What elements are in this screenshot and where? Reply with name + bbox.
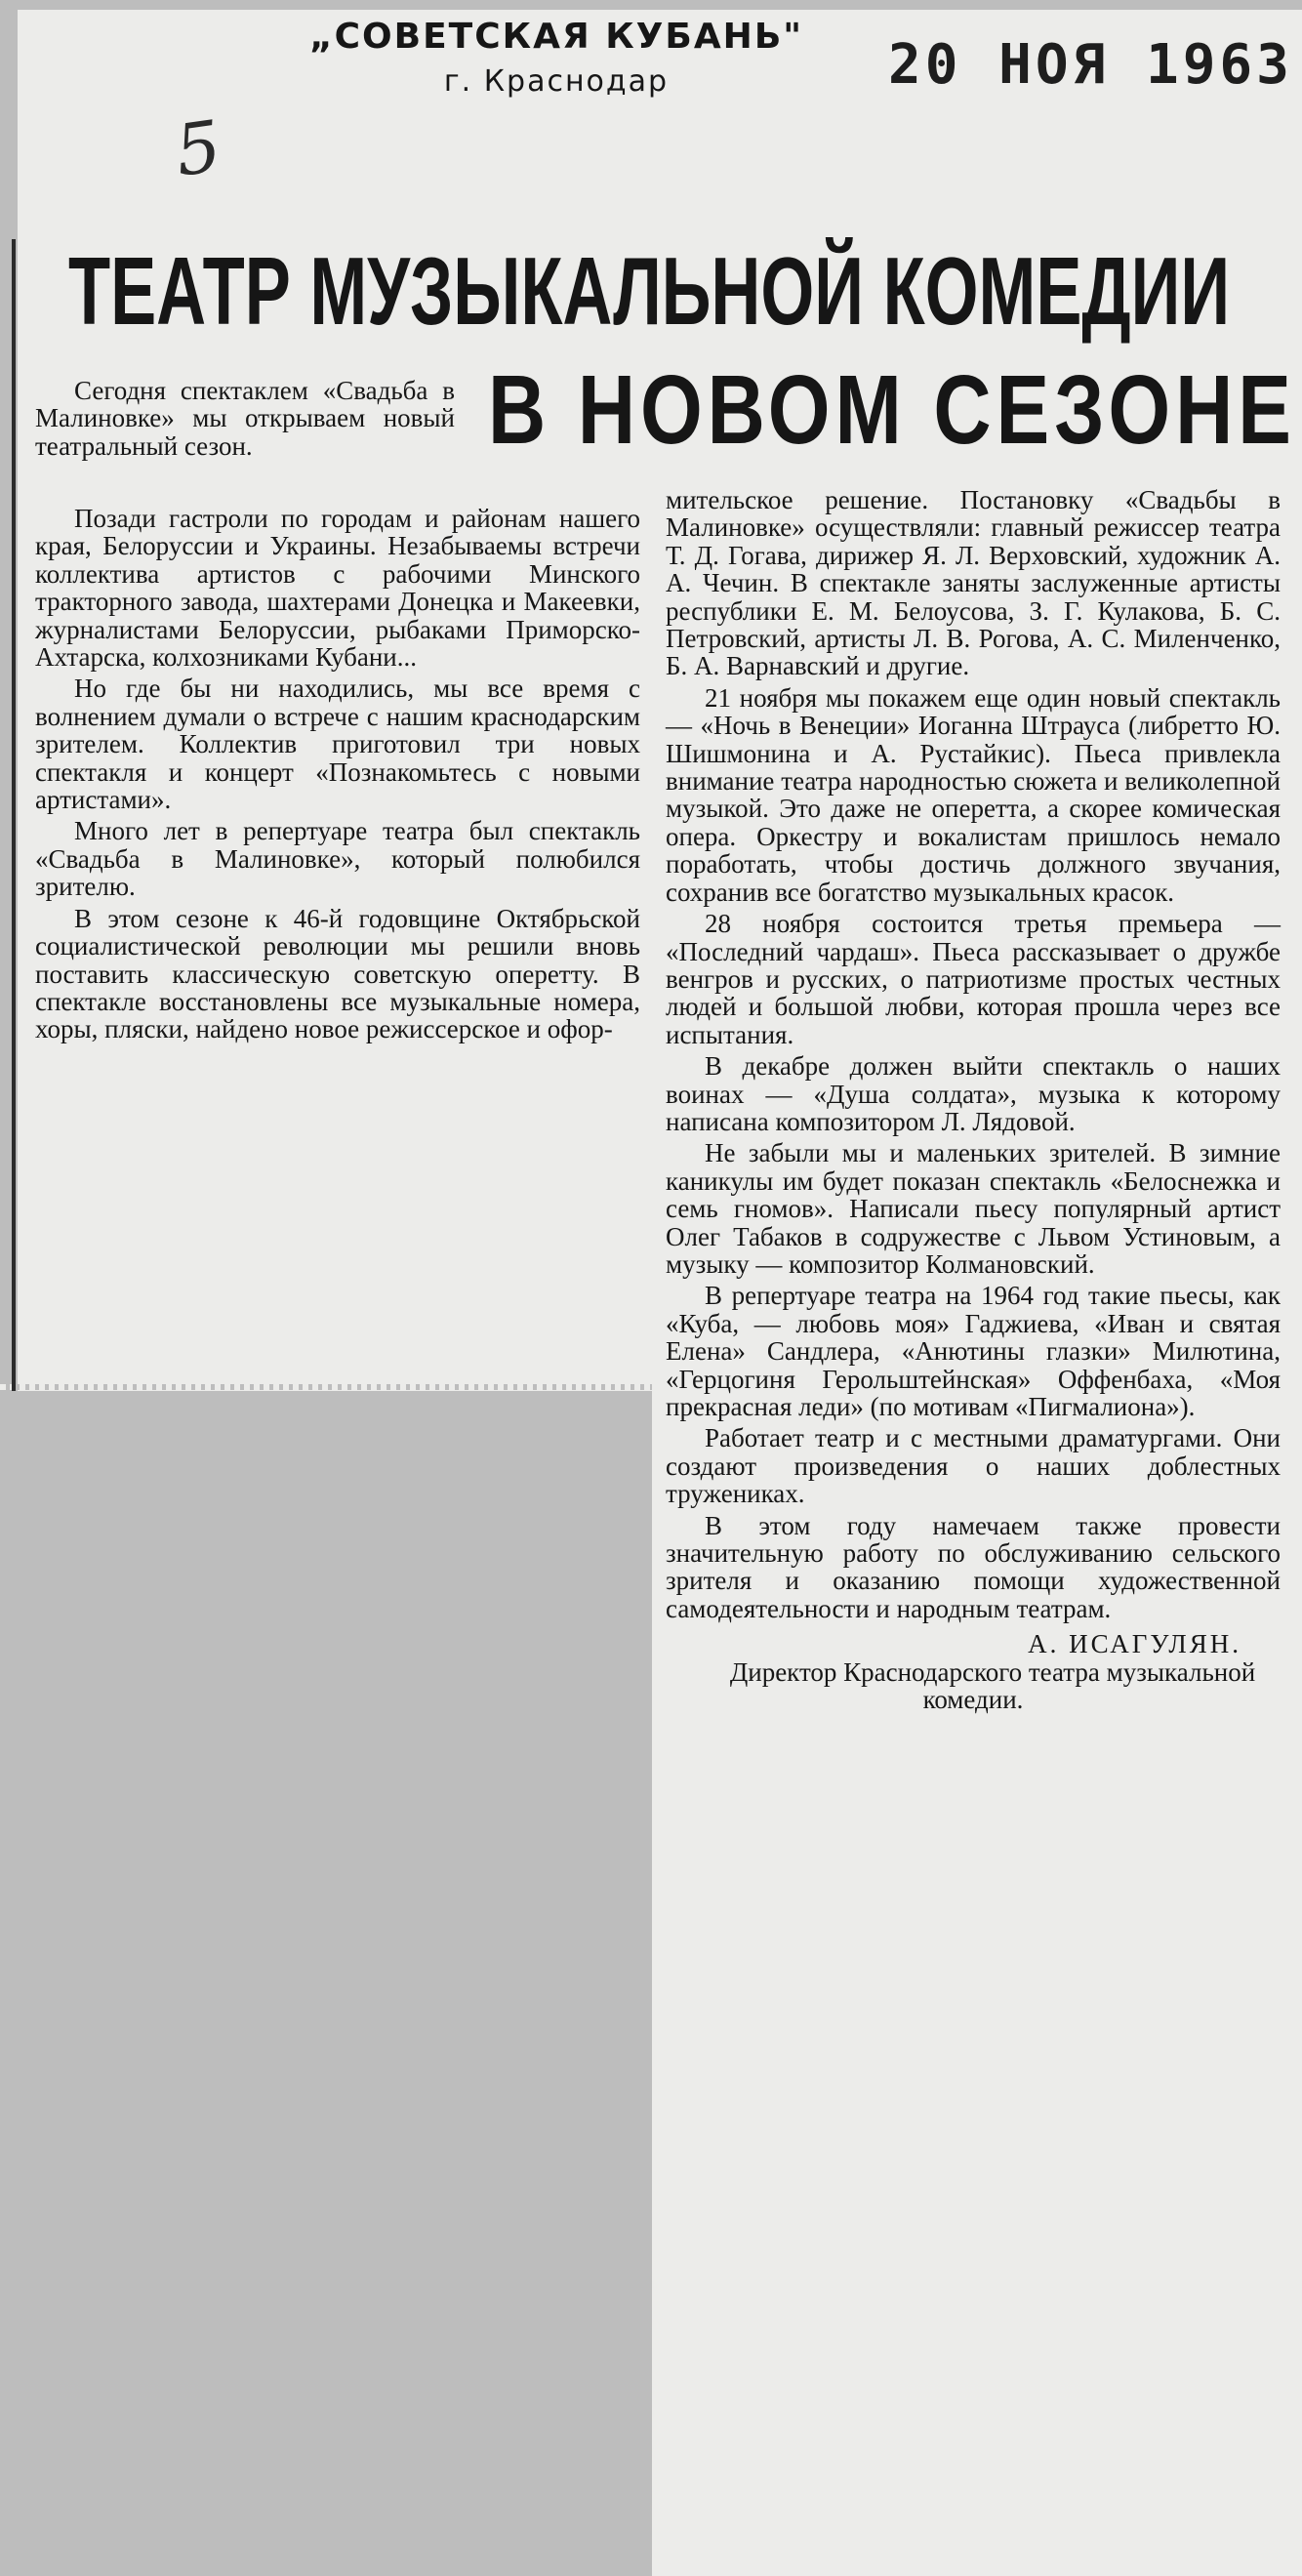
paragraph-continued: мительское решение. Постановку «Свадьбы в Малиновке» осуществляли: главный режиссер театра Т. Д. Гогава, дирижер Я. Л. Верховский, художник А. А. Чечин. В спектакле заняты заслуженные артисты республики Е. М. Белоусова, З. Г. Кулакова, Б. С. Петровский, артисты Л. В. Рогова, А. С. Миленченко, Б. А. Варнавский и другие. (666, 485, 1281, 681)
paragraph: Позади гастроли по городам и районам нашего края, Белоруссии и Украины. Незабываемы встречи коллектива артистов с рабочими Минского тракторного завода, шахтерами Донецка и Макеевки, журналистами Белоруссии, рыбаками Приморско-Ахтарска, колхозниками Кубани... (35, 504, 640, 673)
paragraph: В декабре должен выйти спектакль о наших воинах — «Душа солдата», музыка к которому написана композитором Л. Лядовой. (666, 1051, 1281, 1136)
paragraph: В репертуаре театра на 1964 год такие пьесы, как «Куба, — любовь моя» Гаджиева, «Иван и святая Елена» Сандлера, «Анютины глазки» Милютина, «Герцогиня Герольштейнская» Оффенбаха, «Моя прекрасная леди» (по мотивам «Пигмалиона»). (666, 1281, 1281, 1421)
paragraph: В этом сезоне к 46-й годовщине Октябрьской социалистической революции мы решили вновь поставить классическую советскую оперетту. В спектакле восстановлены все музыкальные номера, хоры, пляски, найдено новое режиссерское и офор- (35, 903, 640, 1044)
headline-line-1: ТЕАТР МУЗЫКАЛЬНОЙ КОМЕДИИ (68, 237, 1231, 345)
column-rule (12, 239, 16, 1391)
paragraph: 28 ноября состоится третья премьера — «Последний чардаш». Пьеса рассказывает о дружбе венгров и русских, о патриотизме простых честных людей и большой любви, которая прошла через все испытания. (666, 909, 1281, 1049)
paragraph: 21 ноября мы покажем еще один новый спектакль — «Ночь в Венеции» Иоганна Штрауса (либретто Ю. Шишмонина и А. Рустайкис). Пьеса привлекла внимание театра народностью сюжета и великолепной музыкой. Это даже не оперетта, а скорее комическая опера. Оркестру и вокалистам пришлось немало поработать, чтобы достичь должного звучания, сохранив все богатство музыкальных красок. (666, 682, 1281, 907)
paragraph: В этом году намечаем также провести значительную работу по обслуживанию сельского зрителя и оказанию помощи художественной самодеятельности и народным театрам. (666, 1510, 1281, 1623)
article-column-left (35, 505, 640, 1047)
author-name: А. ИСАГУЛЯН. (1028, 1629, 1241, 1659)
date-stamp: 20 НОЯ 1963 (888, 33, 1293, 97)
headline-line-2: В НОВОМ СЕЗОНЕ (488, 355, 1296, 465)
paragraph: Сегодня спектаклем «Свадьба в Малиновке» мы открываем новый театральный сезон. (35, 376, 455, 461)
paragraph: Много лет в репертуаре театра был спектакль «Свадьба в Малиновке», который полюбился зрителю. (35, 816, 640, 902)
author-title: Директор Краснодарского театра музыкальной комедии. (729, 1656, 1256, 1715)
handwritten-number: 5 (170, 104, 226, 192)
article-column-right (666, 486, 1281, 1717)
paragraph: Но где бы ни находились, мы все время с волнением думали о встрече с нашим краснодарским зрителем. Коллектив приготовил три новых спектакля и концерт «Познакомьтесь с новыми артистами». (35, 674, 640, 815)
paragraph: Не забыли мы и маленьких зрителей. В зимние каникулы им будет показан спектакль «Белоснежка и семь гномов». Написали пьесу популярный артист Олег Табаков в содружестве с Львом Устиновым, а музыку — композитор Колмановский. (666, 1138, 1281, 1279)
paragraph: Работает театр и с местными драматургами. Они создают произведения о наших доблестных тружениках. (666, 1423, 1281, 1509)
newspaper-name: „СОВЕТСКАЯ КУБАНЬ" (308, 17, 804, 57)
newspaper-city: г. Краснодар (443, 64, 670, 99)
masthead (303, 14, 810, 103)
torn-edge (0, 1384, 652, 1390)
article-column-left-top (35, 377, 455, 464)
